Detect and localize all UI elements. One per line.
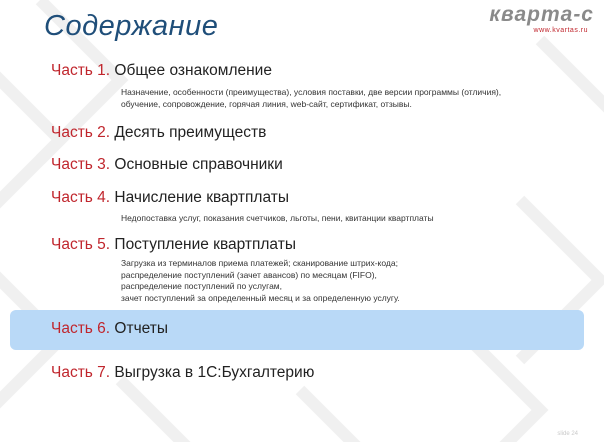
part-title: Десять преимуществ xyxy=(114,124,267,141)
part-label: Часть 5. xyxy=(51,236,111,253)
description-line: Назначение, особенности (преимущества), условия поставки, две версии программы (отличия), xyxy=(121,87,502,97)
item-title xyxy=(51,320,168,338)
description-line: Недопоставка услуг, показания счетчиков, льготы, пени, квитанции квартплаты xyxy=(121,213,434,223)
logo-subtext: www.kvartas.ru xyxy=(533,27,588,34)
item-description xyxy=(121,258,400,304)
part-title: Поступление квартплаты xyxy=(114,236,296,253)
part-title: Выгрузка в 1С:Бухгалтерию xyxy=(114,364,315,381)
description-line: распределение поступлений (зачет авансов) по месяцам (FIFO), xyxy=(121,269,377,280)
part-label: Часть 1. xyxy=(51,62,111,79)
part-label: Часть 4. xyxy=(51,189,111,206)
part-title: Основные справочники xyxy=(114,156,283,173)
item-description xyxy=(121,87,501,110)
item-title xyxy=(51,62,272,80)
description-line: обучение, сопровождение, горячая линия, web-сайт, сертификат, отзывы. xyxy=(121,98,412,109)
description-line: зачет поступлений за определенный месяц и за определенную услугу. xyxy=(121,292,400,303)
kvarta-s-logo xyxy=(482,4,594,40)
logo-text: кварта-с xyxy=(489,3,594,26)
part-title: Начисление квартплаты xyxy=(114,189,289,206)
part-title: Общее ознакомление xyxy=(114,62,272,79)
item-title xyxy=(51,156,283,174)
part-label: Часть 3. xyxy=(51,156,111,173)
item-title xyxy=(51,189,289,207)
item-title xyxy=(51,364,314,382)
part-label: Часть 6. xyxy=(51,320,111,337)
description-line: Загрузка из терминалов приема платежей; сканирование штрих-кода; xyxy=(121,258,398,268)
part-label: Часть 7. xyxy=(51,364,111,381)
slide-number: slide 24 xyxy=(557,431,578,437)
part-title: Отчеты xyxy=(114,320,168,337)
item-title xyxy=(51,236,296,254)
item-description xyxy=(121,213,434,225)
page-title: Содержание xyxy=(44,10,219,42)
description-line: распределение поступлений по услугам, xyxy=(121,281,283,291)
part-label: Часть 2. xyxy=(51,124,111,141)
item-title xyxy=(51,124,266,142)
